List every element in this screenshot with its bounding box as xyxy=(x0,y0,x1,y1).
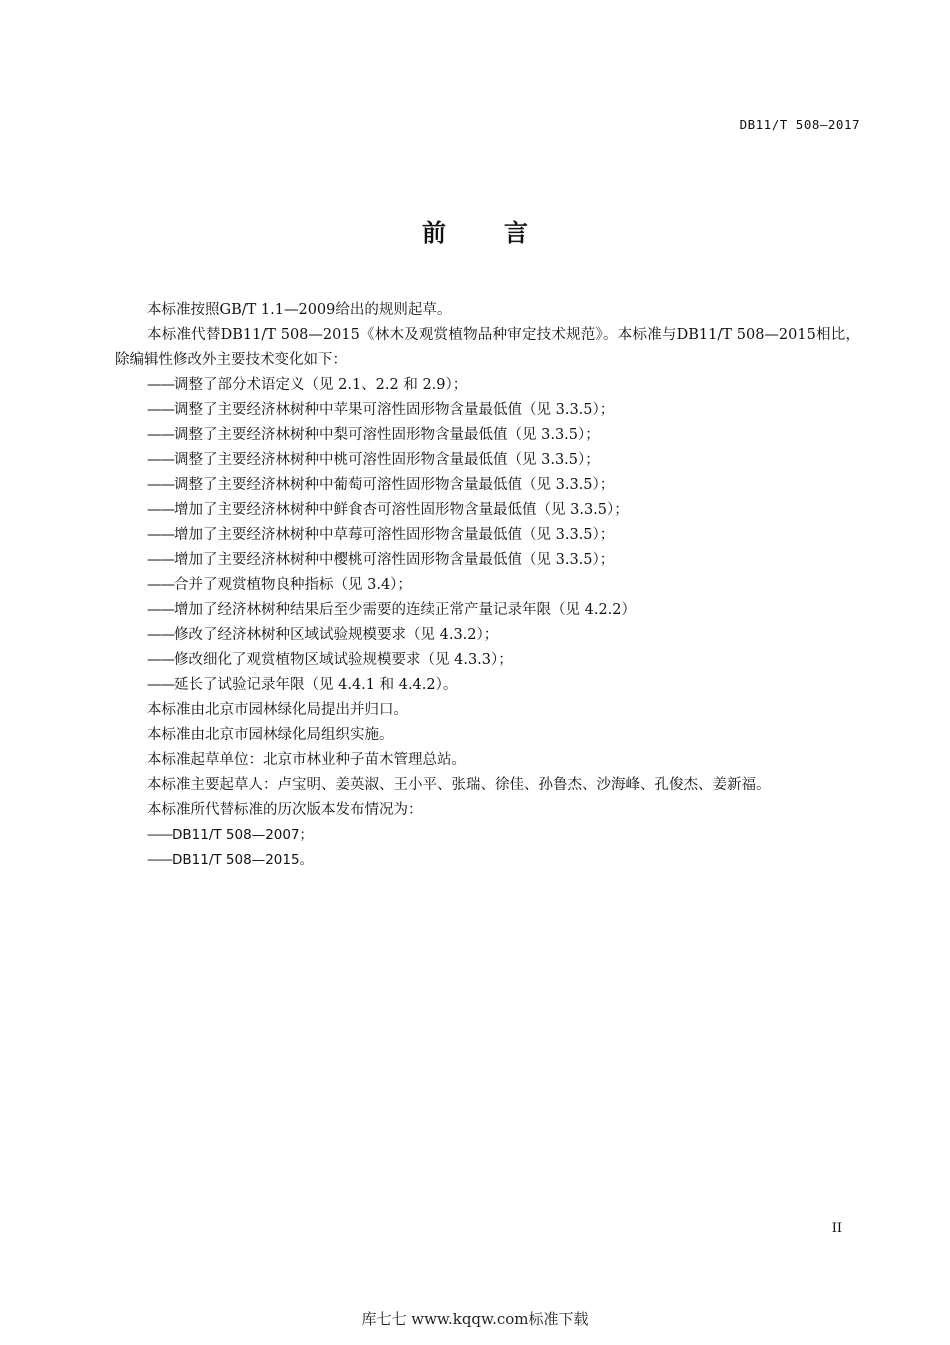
dash-marker: —— xyxy=(147,427,174,443)
history-intro: 本标准所代替标准的历次版本发布情况为： xyxy=(147,802,423,818)
change-text: 增加了经济林树种结果后至少需要的连续正常产量记录年限（见 4.2.2） xyxy=(174,602,637,618)
dash-marker: —— xyxy=(147,627,174,643)
change-text: 增加了主要经济林树种中樱桃可溶性固形物含量最低值（见 3.3.5）； xyxy=(174,552,615,568)
dash-marker: —— xyxy=(147,602,174,618)
change-item xyxy=(115,648,860,673)
dash-marker: —— xyxy=(147,502,174,518)
dash-marker: —— xyxy=(147,377,174,393)
foreword-body xyxy=(115,298,860,873)
dash-marker: —— xyxy=(147,477,174,493)
change-text: 调整了主要经济林树种中葡萄可溶性固形物含量最低值（见 3.3.5）； xyxy=(174,477,615,493)
intro-paragraph-2: 本标准代替DB11/T 508—2015《林木及观赏植物品种审定技术规范》。本标准与DB11/T 508—2015相比，除编辑性修改外主要技术变化如下： xyxy=(115,327,860,368)
change-item xyxy=(115,623,860,648)
history-list xyxy=(115,823,860,873)
history-item xyxy=(115,848,860,873)
change-text: 延长了试验记录年限（见 4.4.1 和 4.4.2）。 xyxy=(174,677,458,693)
change-item xyxy=(115,573,860,598)
dash-marker: —— xyxy=(147,552,174,568)
change-item xyxy=(115,548,860,573)
dash-marker: —— xyxy=(147,577,174,593)
proposer-statement: 本标准由北京市园林绿化局提出并归口。 xyxy=(147,702,408,718)
page-title: 前言 xyxy=(422,219,586,247)
change-item xyxy=(115,598,860,623)
change-text: 调整了部分术语定义（见 2.1、2.2 和 2.9）； xyxy=(174,377,468,393)
history-text: DB11/T 508—2015。 xyxy=(172,852,314,868)
change-text: 调整了主要经济林树种中梨可溶性固形物含量最低值（见 3.3.5）； xyxy=(174,427,600,443)
change-text: 调整了主要经济林树种中桃可溶性固形物含量最低值（见 3.3.5）； xyxy=(174,452,600,468)
change-text: 合并了观赏植物良种指标（见 3.4）； xyxy=(174,577,412,593)
change-item xyxy=(115,473,860,498)
change-item xyxy=(115,398,860,423)
dash-marker: —— xyxy=(147,402,174,418)
document-code: DB11/T 508—2017 xyxy=(739,117,860,132)
drafting-unit-statement: 本标准起草单位：北京市林业种子苗木管理总站。 xyxy=(147,752,466,768)
change-item xyxy=(115,448,860,473)
dash-marker: —— xyxy=(147,527,174,543)
history-text: DB11/T 508—2007； xyxy=(172,827,314,843)
changes-list xyxy=(115,373,860,698)
change-item xyxy=(115,373,860,398)
drafters-statement: 本标准主要起草人：卢宝明、姜英淑、王小平、张瑞、徐佳、孙鲁杰、沙海峰、孔俊杰、姜新福。 xyxy=(147,777,771,793)
change-text: 调整了主要经济林树种中苹果可溶性固形物含量最低值（见 3.3.5）； xyxy=(174,402,615,418)
change-item xyxy=(115,673,860,698)
change-item xyxy=(115,423,860,448)
page-number: II xyxy=(831,1221,842,1236)
dash-marker: —— xyxy=(147,652,174,668)
change-item xyxy=(115,523,860,548)
history-item xyxy=(115,823,860,848)
intro-paragraph-1: 本标准按照GB/T 1.1—2009给出的规则起草。 xyxy=(147,302,452,318)
implementer-statement: 本标准由北京市园林绿化局组织实施。 xyxy=(147,727,394,743)
footer-watermark: 库七七 www.kqqw.com标准下载 xyxy=(361,1310,589,1328)
change-text: 增加了主要经济林树种中鲜食杏可溶性固形物含量最低值（见 3.3.5）； xyxy=(174,502,629,518)
change-item xyxy=(115,498,860,523)
change-text: 修改细化了观赏植物区域试验规模要求（见 4.3.3）； xyxy=(174,652,513,668)
dash-marker: —— xyxy=(147,677,174,693)
dash-marker: —— xyxy=(147,827,172,843)
dash-marker: —— xyxy=(147,452,174,468)
change-text: 修改了经济林树种区域试验规模要求（见 4.3.2）； xyxy=(174,627,499,643)
dash-marker: —— xyxy=(147,852,172,868)
change-text: 增加了主要经济林树种中草莓可溶性固形物含量最低值（见 3.3.5）； xyxy=(174,527,615,543)
